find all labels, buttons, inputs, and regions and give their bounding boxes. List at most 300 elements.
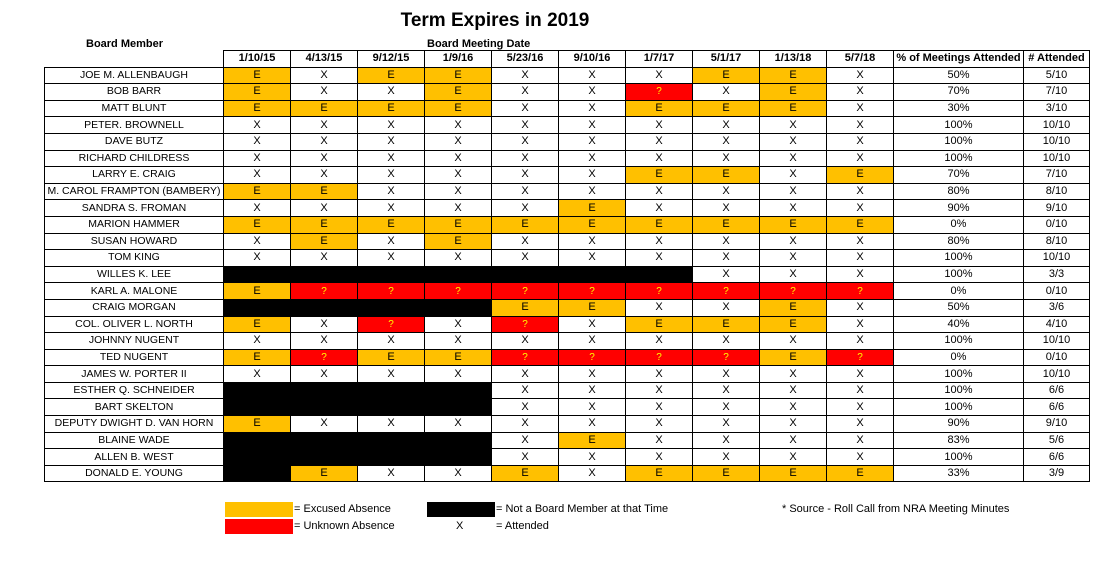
attendance-cell: X [693,299,760,316]
attendance-cell: ? [291,349,358,366]
attendance-cell: X [626,432,693,449]
attendance-cell: X [626,382,693,399]
attendance-cell: E [693,100,760,117]
attendance-cell: X [626,250,693,267]
attendance-cell: X [224,200,291,217]
attendance-cell: E [693,465,760,482]
table-row [45,465,1090,482]
attendance-cell: X [224,167,291,184]
attendance-cell: X [626,133,693,150]
attendance-cell: X [358,366,425,383]
attendance-percent: 40% [894,316,1024,333]
attendance-percent: 100% [894,366,1024,383]
attendance-cell: X [425,366,492,383]
header-row [45,51,1090,68]
attendance-cell: E [224,416,291,433]
attendance-cell: X [626,333,693,350]
attendance-cell: E [626,167,693,184]
member-name: DEPUTY DWIGHT D. VAN HORN [45,416,224,433]
attendance-cell: X [492,416,559,433]
attendance-cell: E [224,183,291,200]
attendance-cell [224,299,291,316]
attendance-cell: E [224,84,291,101]
attendance-cell: X [693,333,760,350]
attendance-cell: E [358,67,425,84]
attendance-cell: X [492,67,559,84]
attendance-cell: X [827,382,894,399]
attendance-cell: X [760,183,827,200]
attendance-cell: X [827,250,894,267]
attendance-cell: E [224,67,291,84]
attendance-cell [425,299,492,316]
attendance-percent: 0% [894,349,1024,366]
attendance-cell: X [760,200,827,217]
attendance-cell: E [760,299,827,316]
meeting-date-header: Board Meeting Date [427,38,531,50]
attendance-cell: ? [626,283,693,300]
source-note: * Source - Roll Call from NRA Meeting Minutes [782,503,1010,515]
attendance-cell: E [626,216,693,233]
attendance-cell: X [693,432,760,449]
attendance-cell: X [291,366,358,383]
attendance-cell: X [425,316,492,333]
attendance-cell [626,266,693,283]
attendance-percent: 100% [894,133,1024,150]
attendance-cell: X [492,150,559,167]
attendance-cell: X [425,117,492,134]
attendance-cell: X [224,150,291,167]
attended-count: 8/10 [1024,233,1090,250]
attendance-cell: X [559,67,626,84]
attended-count: 10/10 [1024,133,1090,150]
attendance-cell [224,382,291,399]
table-row [45,233,1090,250]
table-row [45,150,1090,167]
date-header: 1/9/16 [425,51,492,68]
table-row [45,84,1090,101]
attendance-cell: X [291,84,358,101]
legend-attended-symbol: X [456,520,464,532]
unknown-swatch [225,519,293,534]
attended-count: 7/10 [1024,167,1090,184]
attendance-percent: 100% [894,266,1024,283]
attendance-cell: ? [492,316,559,333]
attendance-cell: E [224,100,291,117]
attendance-cell: X [425,200,492,217]
attendance-cell: X [492,449,559,466]
table-row [45,117,1090,134]
attendance-cell: X [626,233,693,250]
member-name: MATT BLUNT [45,100,224,117]
attendance-cell: X [559,117,626,134]
attended-count: 5/10 [1024,67,1090,84]
attendance-cell: X [492,183,559,200]
attendance-cell: E [760,349,827,366]
attendance-cell: X [693,117,760,134]
attendance-cell: X [358,333,425,350]
attendance-cell: E [492,465,559,482]
table-row [45,316,1090,333]
attendance-cell: X [291,200,358,217]
attendance-cell: X [425,133,492,150]
attended-count: 0/10 [1024,349,1090,366]
attendance-percent: 90% [894,416,1024,433]
attendance-cell: X [492,117,559,134]
attendance-cell: X [492,233,559,250]
attendance-cell: X [291,167,358,184]
attendance-cell: X [358,150,425,167]
attendance-cell: X [358,250,425,267]
attendance-cell: X [559,167,626,184]
attendance-cell: X [291,150,358,167]
attendance-cell [224,432,291,449]
table-row [45,366,1090,383]
attendance-cell: E [760,84,827,101]
attended-count: 3/10 [1024,100,1090,117]
attendance-cell: X [425,250,492,267]
not-member-swatch [427,502,495,517]
attendance-cell: X [827,449,894,466]
attendance-percent: 0% [894,216,1024,233]
attendance-cell: E [693,167,760,184]
attendance-cell: X [425,333,492,350]
attendance-cell: X [224,366,291,383]
attendance-cell: X [760,233,827,250]
attendance-cell: X [559,449,626,466]
attendance-cell: X [559,416,626,433]
attendance-cell: X [693,416,760,433]
attendance-cell: X [358,416,425,433]
attendance-cell: ? [358,283,425,300]
attendance-percent: 100% [894,150,1024,167]
attendance-cell: E [291,100,358,117]
attendance-cell: X [492,366,559,383]
date-header: 4/13/15 [291,51,358,68]
attendance-percent: 80% [894,233,1024,250]
table-row [45,167,1090,184]
member-name: COL. OLIVER L. NORTH [45,316,224,333]
attendance-cell [224,266,291,283]
attendance-cell: X [626,399,693,416]
attendance-percent: 30% [894,100,1024,117]
table-row [45,416,1090,433]
attendance-cell: E [760,216,827,233]
attended-count: 6/6 [1024,449,1090,466]
attendance-cell: E [626,100,693,117]
attendance-percent: 100% [894,399,1024,416]
attendance-cell: X [626,416,693,433]
member-name: PETER. BROWNELL [45,117,224,134]
attendance-cell: E [358,216,425,233]
attended-count: 4/10 [1024,316,1090,333]
attendance-cell: E [559,432,626,449]
attendance-cell: X [693,449,760,466]
attendance-percent: 100% [894,382,1024,399]
attendance-cell: ? [492,283,559,300]
table-row [45,432,1090,449]
attendance-cell: X [827,233,894,250]
attendance-cell: X [224,333,291,350]
table-body [45,67,1090,482]
attendance-cell [559,266,626,283]
attendance-cell [358,399,425,416]
attendance-cell [425,266,492,283]
attended-count: 7/10 [1024,84,1090,101]
attendance-cell: X [760,416,827,433]
attendance-percent: 50% [894,67,1024,84]
attendance-cell: E [291,216,358,233]
attendance-cell: ? [760,283,827,300]
date-header: 5/23/16 [492,51,559,68]
attendance-cell: E [626,465,693,482]
attendance-cell: X [358,117,425,134]
count-column-header: # Attended [1024,51,1090,68]
attended-count: 0/10 [1024,216,1090,233]
attendance-cell: X [626,117,693,134]
attendance-cell: ? [626,84,693,101]
attended-count: 3/6 [1024,299,1090,316]
attendance-cell: X [559,382,626,399]
attendance-cell: X [358,465,425,482]
attendance-cell: X [626,366,693,383]
attendance-cell: E [492,299,559,316]
attendance-cell: X [559,133,626,150]
attendance-cell: E [827,167,894,184]
attendance-cell: X [492,200,559,217]
table-row [45,67,1090,84]
attendance-cell: X [827,399,894,416]
attended-count: 10/10 [1024,250,1090,267]
attendance-cell: E [559,299,626,316]
attendance-cell: X [492,84,559,101]
attendance-cell: X [760,382,827,399]
attendance-cell: E [760,316,827,333]
member-name: BART SKELTON [45,399,224,416]
attendance-cell: X [425,183,492,200]
attendance-cell: X [492,167,559,184]
attendance-percent: 70% [894,167,1024,184]
attendance-cell: X [425,167,492,184]
attendance-cell: X [693,200,760,217]
table-row [45,283,1090,300]
table-row [45,250,1090,267]
date-header: 5/7/18 [827,51,894,68]
attendance-cell: ? [827,283,894,300]
attendance-cell: E [492,216,559,233]
member-name: BOB BARR [45,84,224,101]
table-row [45,133,1090,150]
date-header: 5/1/17 [693,51,760,68]
attended-count: 6/6 [1024,399,1090,416]
attendance-cell: E [559,200,626,217]
attendance-cell: X [760,133,827,150]
attendance-cell: X [827,366,894,383]
attendance-cell: X [492,333,559,350]
attendance-cell: X [760,333,827,350]
member-name: TED NUGENT [45,349,224,366]
attendance-cell: X [492,382,559,399]
attendance-cell: ? [425,283,492,300]
member-name: KARL A. MALONE [45,283,224,300]
attendance-cell: X [358,133,425,150]
attendance-cell: X [358,84,425,101]
attendance-cell [291,449,358,466]
member-name: TOM KING [45,250,224,267]
member-name: ESTHER Q. SCHNEIDER [45,382,224,399]
attendance-cell: X [492,100,559,117]
legend-attended-label: = Attended [496,520,549,532]
attendance-cell: X [492,399,559,416]
table-row [45,200,1090,217]
table-row [45,333,1090,350]
attendance-percent: 100% [894,117,1024,134]
attendance-cell: X [827,416,894,433]
attendance-cell [425,449,492,466]
attendance-cell: ? [291,283,358,300]
attendance-cell: X [693,150,760,167]
attendance-cell: X [760,117,827,134]
attendance-cell: X [760,449,827,466]
attendance-cell: X [626,299,693,316]
attendance-cell: ? [358,316,425,333]
attendance-cell: X [559,150,626,167]
attendance-cell: X [425,465,492,482]
attendance-cell: X [626,67,693,84]
attendance-cell: X [827,183,894,200]
excused-swatch [225,502,293,517]
attendance-cell: E [358,349,425,366]
attendance-cell [291,382,358,399]
attended-count: 9/10 [1024,200,1090,217]
attendance-cell: X [425,416,492,433]
attendance-cell [358,382,425,399]
name-column-header [45,51,224,68]
attendance-cell: X [224,233,291,250]
attendance-cell: X [827,117,894,134]
attendance-percent: 83% [894,432,1024,449]
attendance-percent: 90% [894,200,1024,217]
attendance-cell: E [425,349,492,366]
attendance-cell: E [693,67,760,84]
attendance-cell: X [827,316,894,333]
table-row [45,299,1090,316]
attendance-cell: E [224,283,291,300]
attendance-cell: E [559,216,626,233]
attendance-cell: X [291,416,358,433]
attendance-cell: X [559,399,626,416]
attendance-cell [358,449,425,466]
attendance-cell: X [224,133,291,150]
attendance-cell: X [693,250,760,267]
attendance-cell: ? [492,349,559,366]
pct-column-header: % of Meetings Attended [894,51,1024,68]
attendance-cell [291,432,358,449]
attendance-cell: X [693,266,760,283]
attended-count: 10/10 [1024,150,1090,167]
member-name: M. CAROL FRAMPTON (BAMBERY) [45,183,224,200]
attendance-cell: X [760,167,827,184]
legend-unknown-label: = Unknown Absence [294,520,395,532]
attendance-cell: X [626,183,693,200]
attendance-percent: 50% [894,299,1024,316]
table-row [45,382,1090,399]
attendance-cell: X [827,333,894,350]
attendance-cell: E [358,100,425,117]
attendance-cell: X [827,100,894,117]
attendance-cell: X [760,432,827,449]
attended-count: 3/9 [1024,465,1090,482]
attendance-cell: E [626,316,693,333]
attendance-cell: X [358,167,425,184]
attendance-cell: ? [559,283,626,300]
attendance-cell: X [559,316,626,333]
attendance-cell: X [827,299,894,316]
attendance-cell: ? [626,349,693,366]
attendance-cell: X [492,250,559,267]
attended-count: 9/10 [1024,416,1090,433]
legend-not-member-label: = Not a Board Member at that Time [496,503,669,515]
attendance-cell: X [827,432,894,449]
attendance-cell: X [559,333,626,350]
attendance-cell: E [760,100,827,117]
page-title: Term Expires in 2019 [400,10,590,31]
attended-count: 0/10 [1024,283,1090,300]
attendance-cell [224,399,291,416]
attendance-cell: ? [693,349,760,366]
attendance-cell: X [291,250,358,267]
attendance-cell: X [626,200,693,217]
table-row [45,349,1090,366]
attendance-cell: E [291,465,358,482]
attendance-cell: E [425,233,492,250]
attendance-percent: 33% [894,465,1024,482]
attendance-cell: X [827,266,894,283]
attendance-percent: 100% [894,333,1024,350]
attendance-cell: E [425,216,492,233]
attendance-cell: E [425,100,492,117]
date-header: 1/7/17 [626,51,693,68]
table-row [45,216,1090,233]
attendance-cell: E [760,465,827,482]
attendance-cell: E [827,216,894,233]
table-row [45,449,1090,466]
attendance-cell [425,432,492,449]
attendance-percent: 70% [894,84,1024,101]
table-row [45,266,1090,283]
attendance-cell: X [827,200,894,217]
attendance-cell: E [693,216,760,233]
date-header: 9/12/15 [358,51,425,68]
attendance-cell: X [626,449,693,466]
attendance-cell [291,266,358,283]
attendance-cell: E [224,316,291,333]
member-name: DONALD E. YOUNG [45,465,224,482]
attendance-percent: 100% [894,250,1024,267]
attendance-cell: X [693,382,760,399]
attendance-cell: X [760,250,827,267]
attendance-cell [358,266,425,283]
member-name: ALLEN B. WEST [45,449,224,466]
attendance-cell: X [358,233,425,250]
board-member-header: Board Member [86,38,164,50]
attendance-cell: X [559,84,626,101]
attendance-cell: X [693,84,760,101]
attendance-cell [224,449,291,466]
attendance-cell [425,399,492,416]
member-name: LARRY E. CRAIG [45,167,224,184]
attendance-cell: X [559,183,626,200]
attended-count: 5/6 [1024,432,1090,449]
